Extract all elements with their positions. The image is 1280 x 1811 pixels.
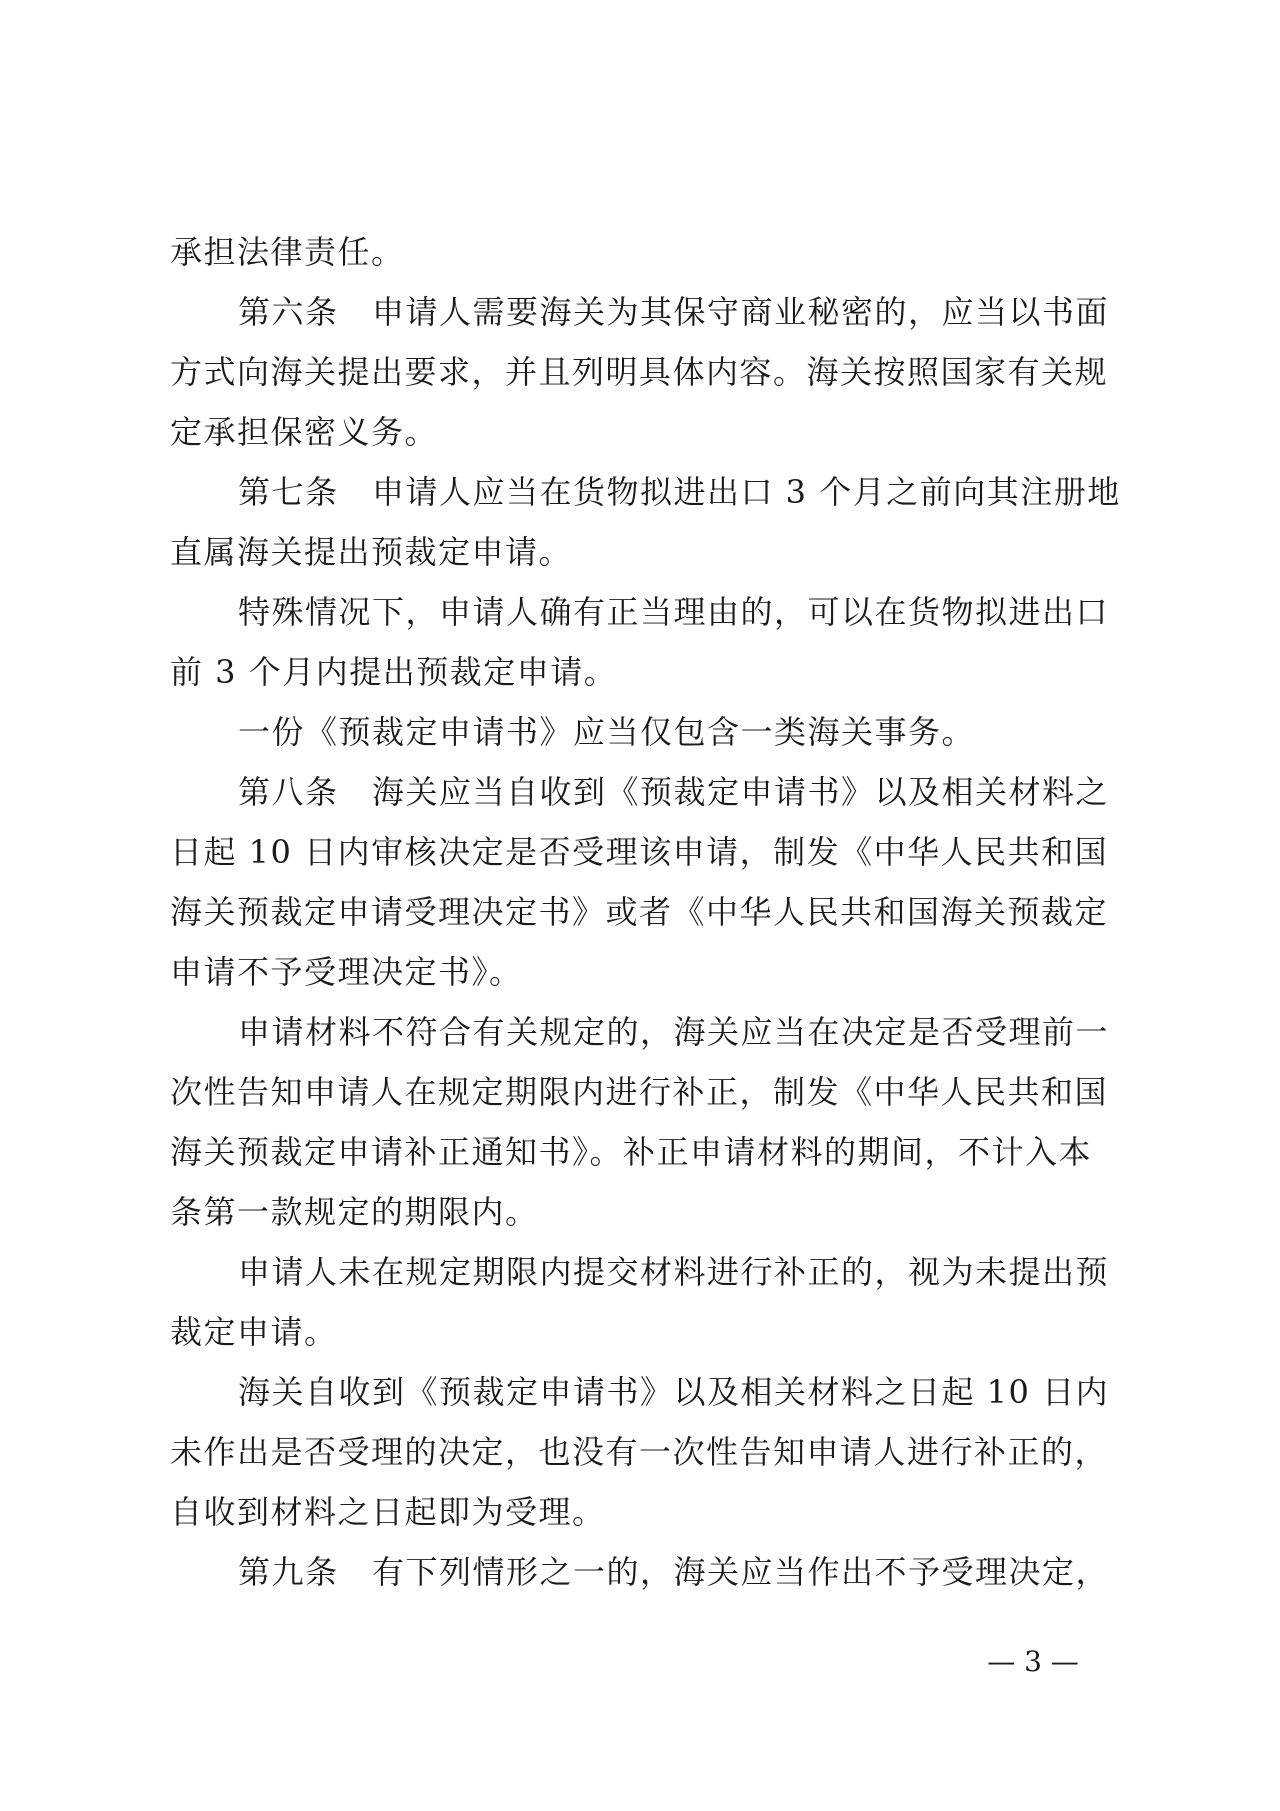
text-line: 次性告知申请人在规定期限内进行补正，制发《中华人民共和国 bbox=[170, 1073, 1109, 1111]
text-line: 申请不予受理决定书》。 bbox=[170, 953, 523, 991]
text-line: 前 3 个月内提出预裁定申请。 bbox=[170, 653, 618, 691]
text-line: 条第一款规定的期限内。 bbox=[170, 1193, 539, 1231]
text-line: 未作出是否受理的决定，也没有一次性告知申请人进行补正的， bbox=[170, 1433, 1109, 1471]
article-9-line: 第九条 有下列情形之一的，海关应当作出不予受理决定， bbox=[238, 1553, 1110, 1591]
page-number: — 3 — bbox=[987, 1645, 1079, 1678]
text-line: 定承担保密义务。 bbox=[170, 413, 439, 451]
text-line: 海关预裁定申请受理决定书》或者《中华人民共和国海关预裁定 bbox=[170, 893, 1109, 931]
text-line: 自收到材料之日起即为受理。 bbox=[170, 1493, 606, 1531]
paragraph-start-line: 一份《预裁定申请书》应当仅包含一类海关事务。 bbox=[238, 713, 976, 751]
article-7-line: 第七条 申请人应当在货物拟进出口 3 个月之前向其注册地 bbox=[238, 473, 1121, 511]
body-text bbox=[170, 222, 1120, 1602]
text-line: 承担法律责任。 bbox=[170, 233, 405, 271]
paragraph-start-line: 海关自收到《预裁定申请书》以及相关材料之日起 10 日内 bbox=[238, 1373, 1110, 1411]
text-line: 方式向海关提出要求，并且列明具体内容。海关按照国家有关规 bbox=[170, 353, 1109, 391]
paragraph-start-line: 特殊情况下，申请人确有正当理由的，可以在货物拟进出口 bbox=[238, 593, 1110, 631]
paragraph-start-line: 申请材料不符合有关规定的，海关应当在决定是否受理前一 bbox=[238, 1013, 1110, 1051]
text-line: 日起 10 日内审核决定是否受理该申请，制发《中华人民共和国 bbox=[170, 833, 1109, 871]
text-line: 海关预裁定申请补正通知书》。补正申请材料的期间，不计入本 bbox=[170, 1133, 1093, 1171]
text-line: 直属海关提出预裁定申请。 bbox=[170, 533, 573, 571]
article-6-line: 第六条 申请人需要海关为其保守商业秘密的，应当以书面 bbox=[238, 293, 1110, 331]
paragraph-start-line: 申请人未在规定期限内提交材料进行补正的，视为未提出预 bbox=[238, 1253, 1110, 1291]
text-line: 裁定申请。 bbox=[170, 1313, 338, 1351]
article-8-line: 第八条 海关应当自收到《预裁定申请书》以及相关材料之 bbox=[238, 773, 1110, 811]
